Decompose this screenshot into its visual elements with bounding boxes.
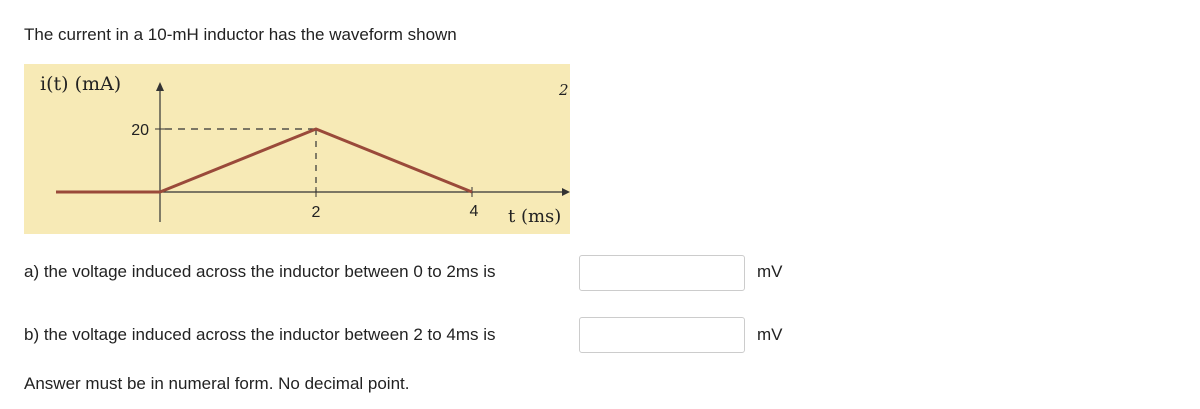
question-intro: The current in a 10-mH inductor has the waveform shown [24,25,457,44]
part-b-answer-input[interactable] [579,317,745,353]
y-axis-label: i(t) (mA) [40,73,122,95]
answer-format-note: Answer must be in numeral form. No decimal point. [24,374,410,393]
x-tick-label-4: 4 [469,203,479,220]
waveform-chart [24,64,570,234]
part-a-text: a) the voltage induced across the inductor between 0 to 2ms is [24,262,496,281]
part-b-unit: mV [757,325,783,344]
waveform-figure [24,64,570,234]
part-a-unit: mV [757,262,783,281]
x-axis-label: t (ms) [508,206,562,227]
part-b-text: b) the voltage induced across the inductor between 2 to 4ms is [24,325,496,344]
part-a-answer-input[interactable] [579,255,745,291]
y-tick-label-20: 20 [131,122,149,139]
x-tick-label-2: 2 [311,204,321,221]
corner-mark: 2 [559,81,569,99]
